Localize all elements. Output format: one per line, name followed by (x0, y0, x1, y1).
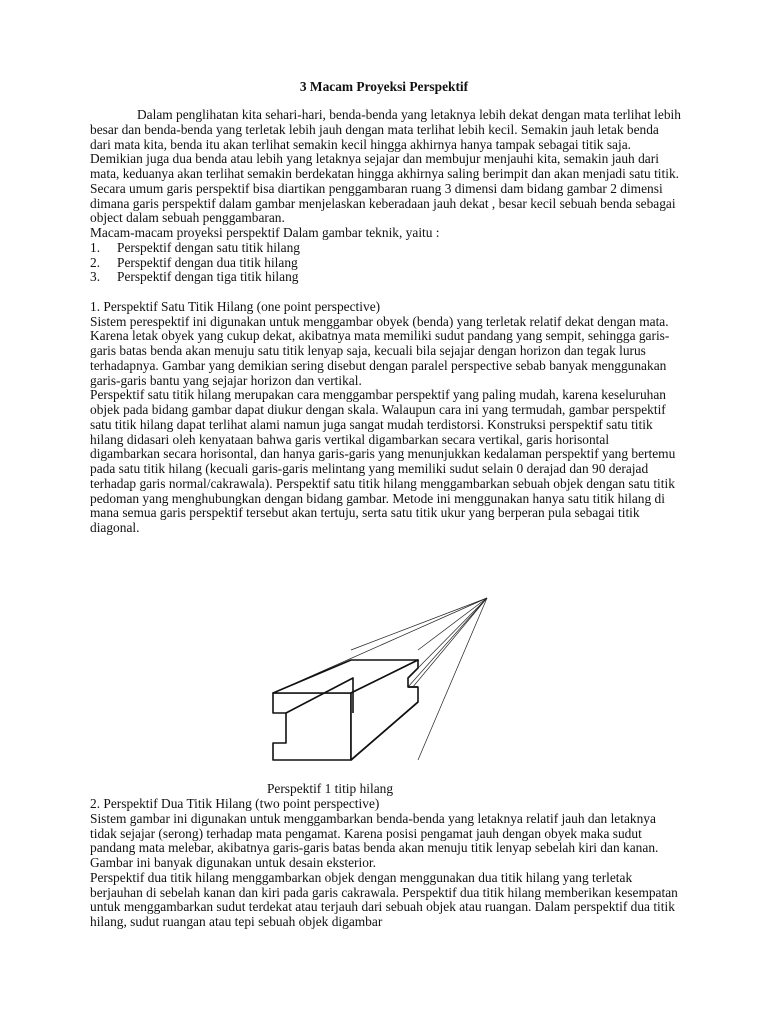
section2-paragraph-2: Perspektif dua titik hilang menggambarkan objek dengan menggunakan dua titik hilang yang terletak berjauhan di sebelah kanan dan kiri pada garis cakrawala. Perspektif dua titik hilang memberikan kesempatan untuk menggambarkan sudut terdekat atau terjauh dari sebuah objek atau ruangan. Dalam perspektif dua titik hilang, sudut ruangan atau tepi sebuah objek digambar (90, 869, 678, 929)
perspective-list (90, 241, 682, 285)
section2-paragraph-1: Sistem gambar ini digunakan untuk menggambarkan benda-benda yang letaknya relatif jauh dan letaknya tidak sejajar (serong) terhadap mata pengamat. Karena posisi pengamat jauh dengan obyek maka sudut pandang mata melebar, akibatnya garis-garis batas benda akan menuju titik lenyap sebelah kiri dan kanan. Gambar ini banyak digunakan untuk desain eksterior. (90, 810, 659, 870)
section1-paragraph-2: Perspektif satu titik hilang merupakan cara menggambar perspektif yang paling mudah, karena keseluruhan objek pada bidang gambar dapat diukur dengan skala. Walaupun cara ini yang termudah, gambar perspektif satu titik hilang dapat terlihat alami namun juga sangat mudah terdistorsi. Konstruksi perspektif satu titik hilang didasari oleh kenyataan bahwa garis vertikal digambarkan secara vertikal, garis horisontal digambarkan secara horisontal, dan hanya garis-garis yang menunjukkan kedalaman perspektif yang bertemu pada satu titik hilang (kecuali garis-garis melintang yang memiliki sudut selain 0 derajad dan 90 derajad terhadap garis normal/cakrawala). Perspektif satu titik hilang menggambarkan sebuah objek dengan satu titik pedoman yang menghubungkan dengan bidang gambar. Metode ini menggunakan hanya satu titik hilang di mana semua garis perspektif tersebut akan tertuju, serta satu titik ukur yang berperan pula sebagai titik diagonal. (90, 387, 676, 535)
one-point-perspective-figure (265, 590, 495, 770)
section1-paragraph-1: Sistem perespektif ini digunakan untuk menggambar obyek (benda) yang terletak relatif dekat dengan mata. Karena letak obyek yang cukup dekat, akibatnya mata memiliki sudut pandang yang sempit, sehingga garis-garis batas benda akan menuju satu titik lenyap saja, kecuali bila sejajar dengan horizon dan tegak lurus terhadapnya. Gambar yang demikian sering disebut dengan paralel perspective sebab banyak menggunakan garis-garis bantu yang sejajar horizon dan vertikal. (90, 313, 670, 388)
figure-caption: Perspektif 1 titip hilang (266, 781, 394, 796)
i-beam-block (273, 660, 418, 760)
intro-paragraph: Dalam penglihatan kita sehari-hari, benda-benda yang letaknya lebih dekat dengan mata terlihat lebih besar dan benda-benda yang terletak lebih jauh dengan mata terlihat lebih kecil. Semakin jauh letak benda dari mata kita, benda itu akan terlihat semakin kecil hingga akhirnya hanya tampak sebagai titik saja. Demikian juga dua benda atau lebih yang letaknya sejajar dan membujur menjauhi kita, semakin jauh dari mata, keduanya akan terlihat semakin berdekatan hingga akhirnya saling berimpit dan akan menjadi satu titik. Secara umum garis perspektif bisa diartikan penggambaran ruang 3 dimensi dam bidang gambar 2 dimensi dimana garis perspektif dalam gambar menjelaskan keberadaan jauh dekat , besar kecil sebuah benda sebagai object dalam sebuah penggambaran. (90, 107, 681, 226)
list-item: 3. Perspektif dengan tiga titik hilang (90, 269, 299, 285)
list-intro: Macam-macam proyeksi perspektif Dalam gambar teknik, yaitu : (90, 225, 440, 240)
list-item: 1. Perspektif dengan satu titik hilang (90, 239, 300, 255)
lower-text (90, 797, 682, 930)
upper-text (90, 108, 682, 536)
document-title: 3 Macam Proyeksi Perspektif (299, 79, 469, 94)
section2-heading: 2. Perspektif Dua Titik Hilang (two point perspective) (90, 796, 380, 811)
section1-heading: 1. Perspektif Satu Titik Hilang (one point perspective) (90, 298, 381, 314)
list-item: 2. Perspektif dengan dua titik hilang (90, 254, 298, 270)
